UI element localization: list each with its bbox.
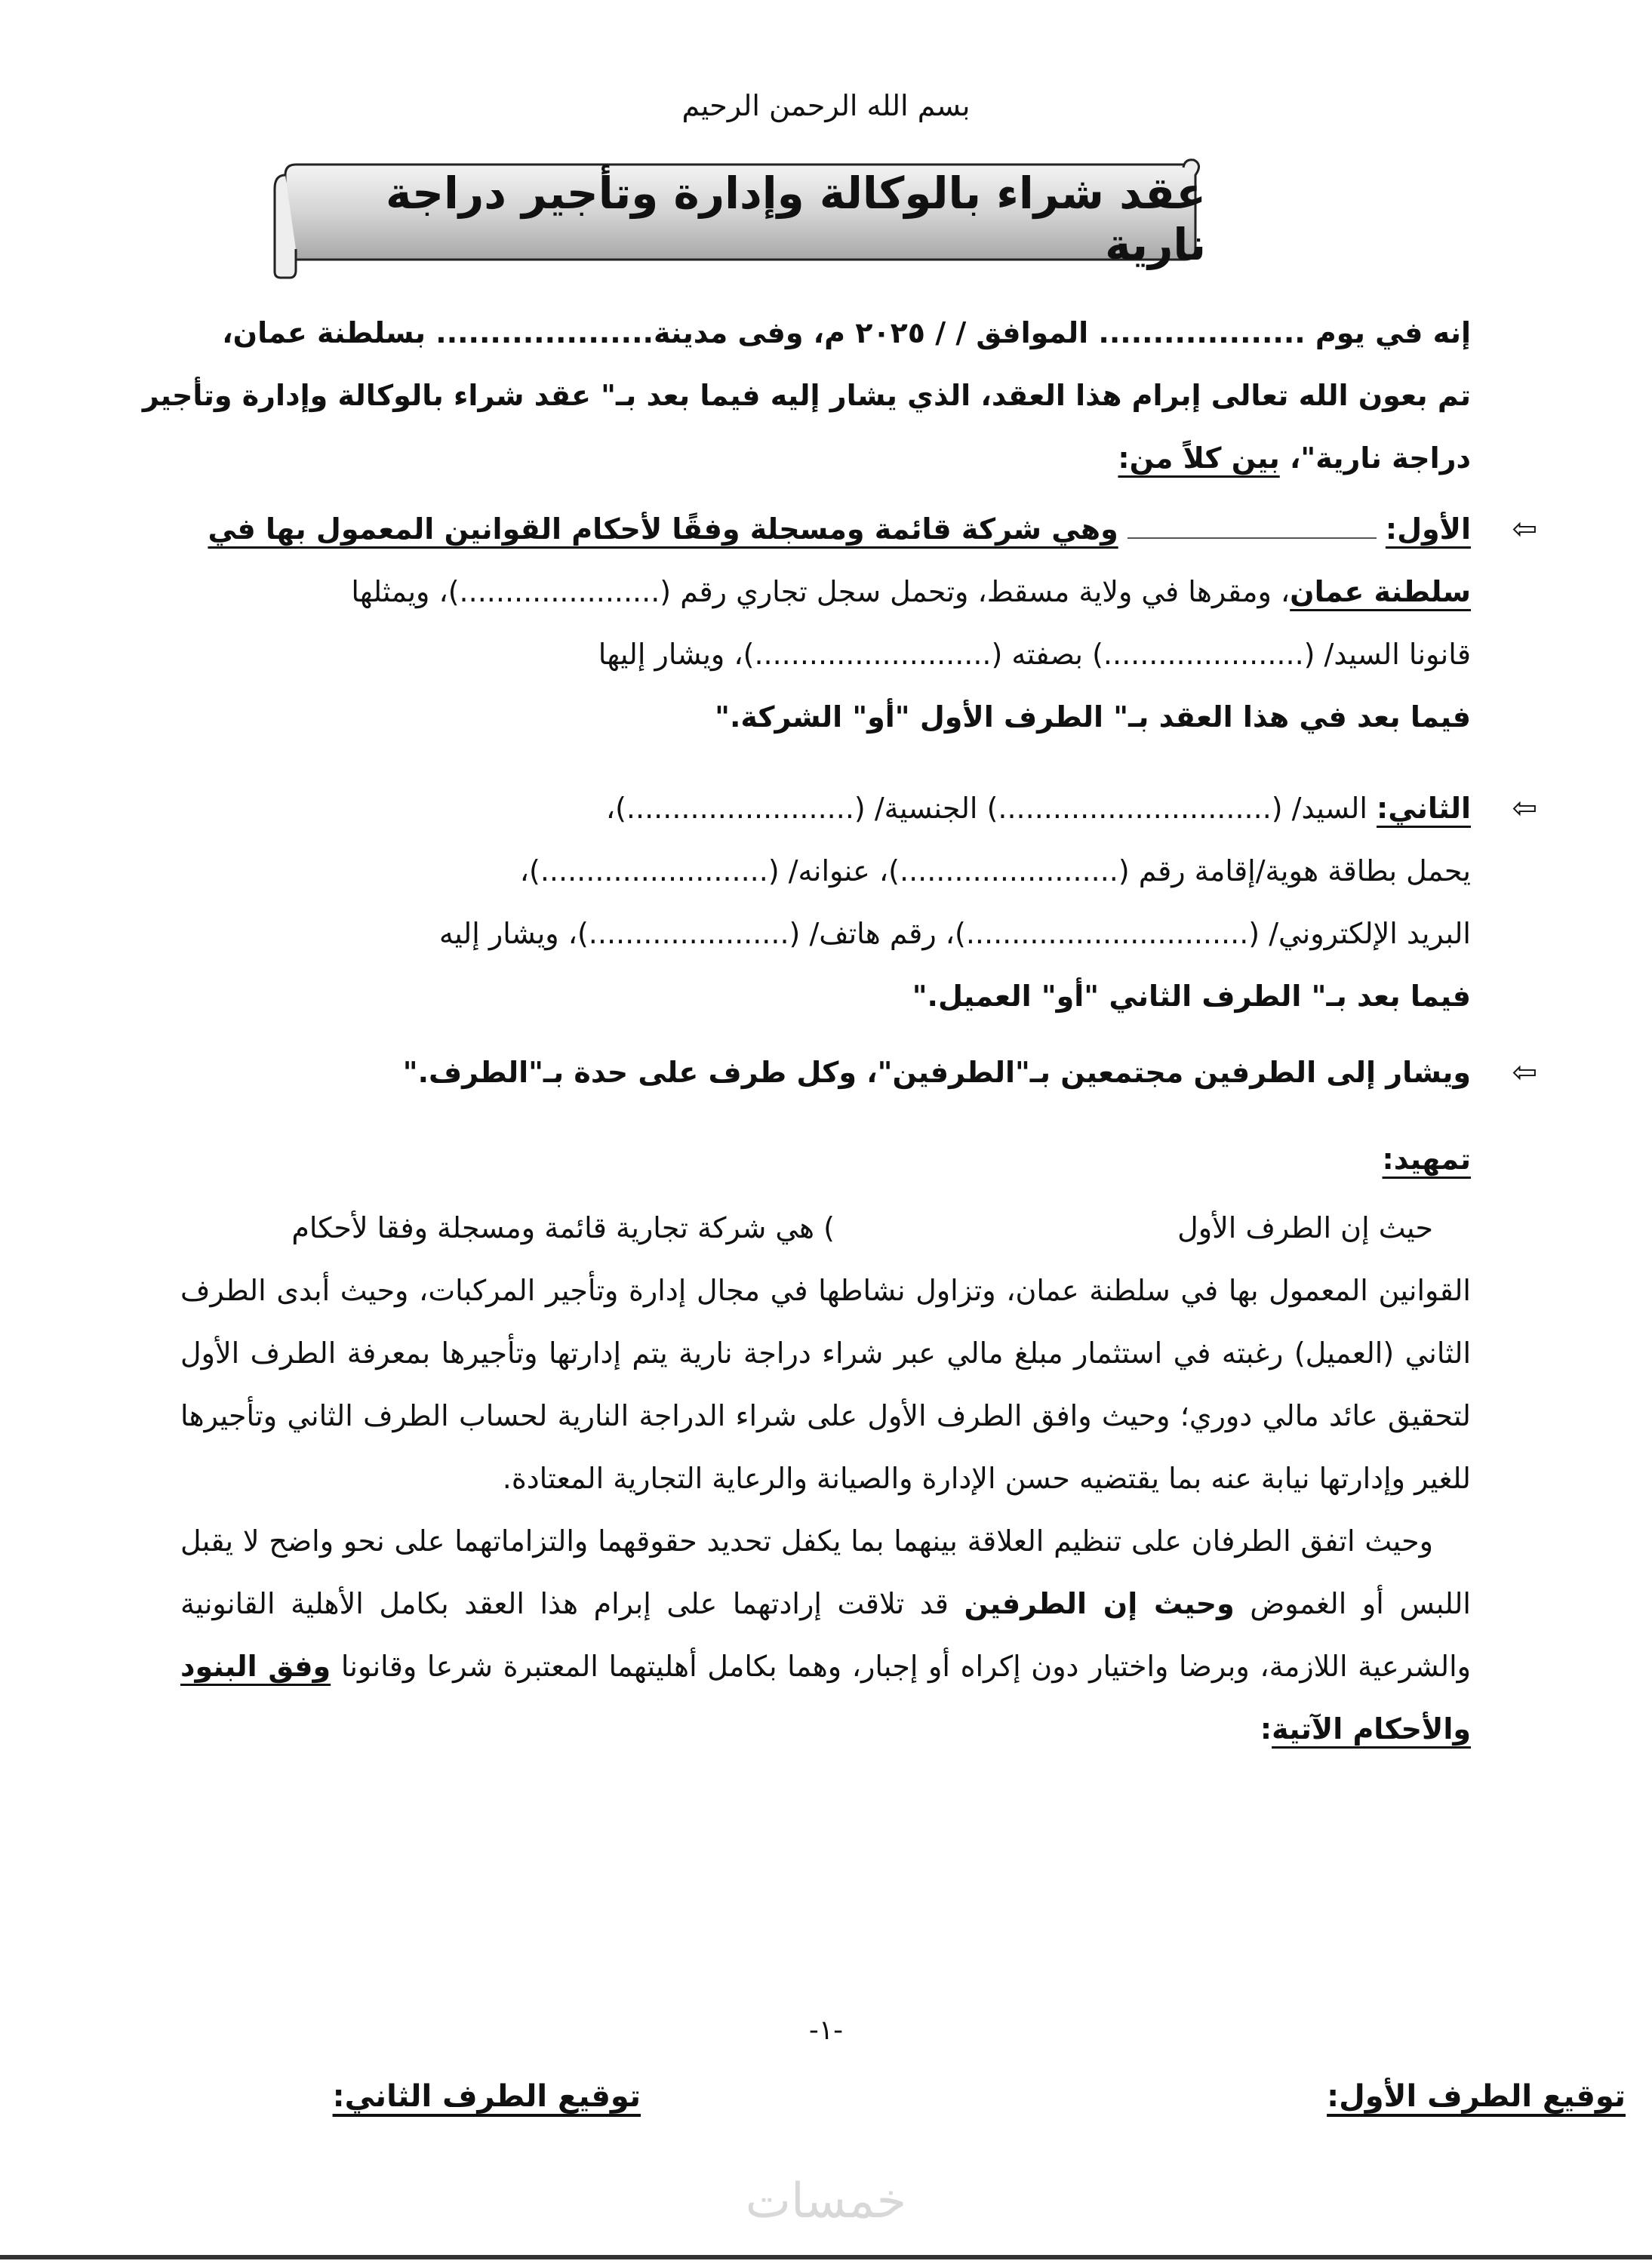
second-party-line-2: يحمل بطاقة هوية/إقامة رقم (........................)، عنوانه/ (.........................)،: [519, 854, 1471, 887]
first-party-line-4: [180, 686, 1471, 749]
first-party-line-4-c: "أو": [842, 700, 920, 734]
arrow-left-outline-icon: ⇦: [1512, 512, 1537, 546]
first-party-line-4-a: فيما بعد في هذا العقد بـ": [1103, 700, 1471, 734]
first-party-line-2: [180, 561, 1471, 623]
second-party-line-4: فيما بعد بـ" الطرف الثاني "أو" العميل.": [912, 980, 1471, 1013]
first-party-line-2-text: ، ومقرها في ولاية مسقط، وتحمل سجل تجاري رقم (......................)، ويمثلها: [351, 575, 1291, 608]
first-party-signature-label: توقيع الطرف الأول:: [1327, 2079, 1626, 2114]
bottom-border: [0, 2255, 1652, 2259]
page-number: -١-: [808, 2015, 844, 2046]
watermark: خمسات: [745, 2173, 907, 2229]
second-party-line-1: [180, 777, 1471, 840]
preamble-line-1: [180, 1197, 1471, 1260]
contract-title: عقد شراء بالوكالة وإدارة وتأجير دراجة نارية: [385, 168, 1206, 270]
sultanate-oman-text: سلطنة عمان: [1290, 575, 1471, 608]
first-party-line-3: قانونا السيد/ (......................) بصفته (..........................)، ويشار إليها: [598, 638, 1471, 671]
preamble-paragraph-2: [180, 1510, 1471, 1761]
second-party-line-3: البريد الإلكتروني/ (...............................)، رقم هاتف/ (......................)، ويشار إليه: [438, 917, 1471, 950]
preamble-paragraph-2-c: قد تلاقت إرادتهما على إبرام هذا العقد بكامل الأهلية القانونية والشرعية اللازمة، وبرضا واختيار دون إكراه أو إجبار، وهما بكامل أهليتهما المعتبرة شرعا وقانونا: [180, 1587, 1471, 1683]
first-party-line-1: [180, 498, 1471, 561]
preamble-paragraph-2-a: وحيث اتفق الطرفان على تنظيم العلاقة بينهما بما يكفل تحديد حقوقهما والتزاماتهما على نحو واضح لا يقبل اللبس أو الغموض: [180, 1524, 1471, 1620]
basmala: بسم الله الرحمن الرحيم: [681, 89, 971, 122]
intro-line-3: [180, 427, 1471, 490]
intro-section: [142, 302, 1471, 490]
first-party-line-4-e: .": [715, 700, 741, 734]
arrow-left-outline-icon: ⇦: [1512, 1055, 1537, 1090]
both-parties-line: ويشار إلى الطرفين مجتمعين بـ"الطرفين"، وكل طرف على حدة بـ"الطرف.": [402, 1056, 1471, 1089]
arrow-left-outline-icon: ⇦: [1512, 791, 1537, 826]
company-name-blank: [1127, 515, 1377, 539]
preamble-section: [180, 1128, 1471, 1761]
company-term: الشركة: [740, 700, 843, 734]
second-party-label: الثاني:: [1377, 792, 1471, 825]
preamble-line-1-b: ) هي شركة تجارية قائمة ومسجلة وفقا لأحكام: [291, 1211, 835, 1244]
first-party-line-1-text: وهي شركة قائمة ومسجلة وفقًا لأحكام القوانين المعمول بها في: [208, 512, 1118, 546]
second-party-line-1-text: السيد/ (..............................) الجنسية/ (.........................)،: [605, 792, 1367, 825]
intro-line-2: تم بعون الله تعالى إبرام هذا العقد، الذي يشار إليه فيما بعد بـ" عقد شراء بالوكالة وإدارة وتأجير: [142, 379, 1471, 412]
preamble-paragraph-1: القوانين المعمول بها في سلطنة عمان، وتزاول نشاطها في مجال إدارة وتأجير المركبات، وحيث أبدى الطرف الثاني (العميل) رغبته في استثمار مبلغ مالي عبر شراء دراجة نارية يتم إدارتها وتأجيرها بمعرفة الطرف الأول لتحقيق عائد مالي دوري؛ وحيث وافق الطرف الأول على شراء الدراجة النارية لحساب الطرف الثاني وتأجيرها للغير وإدارتها نيابة عنه بما يقتضيه حسن الإدارة والصيانة والرعاية التجارية المعتادة.: [180, 1274, 1471, 1495]
first-party-label: الأول:: [1385, 512, 1471, 546]
preamble-line-1-a: حيث إن الطرف الأول: [1177, 1211, 1433, 1244]
between-both-label: بين كلاً من:: [1118, 441, 1280, 475]
first-party-term: الطرف الأول: [919, 700, 1104, 734]
second-party-signature-label: توقيع الطرف الثاني:: [332, 2079, 641, 2114]
intro-line-1: إنه في يوم ................... الموافق / / ٢٠٢٥ م، وفى مدينة.................... بسلطنة عمان،: [222, 316, 1471, 349]
preamble-paragraph-2-e: :: [1260, 1712, 1272, 1746]
preamble-heading: تمهيد:: [1382, 1143, 1471, 1176]
title-scroll-banner: [270, 158, 1206, 279]
intro-line-3-a: دراجة نارية"،: [1279, 441, 1471, 475]
since-both-parties: وحيث إن الطرفين: [964, 1587, 1235, 1620]
second-party-section: [180, 777, 1471, 1028]
terms-following: وفق البنود والأحكام الآتية: [180, 1650, 1471, 1746]
first-party-section: [180, 498, 1471, 749]
